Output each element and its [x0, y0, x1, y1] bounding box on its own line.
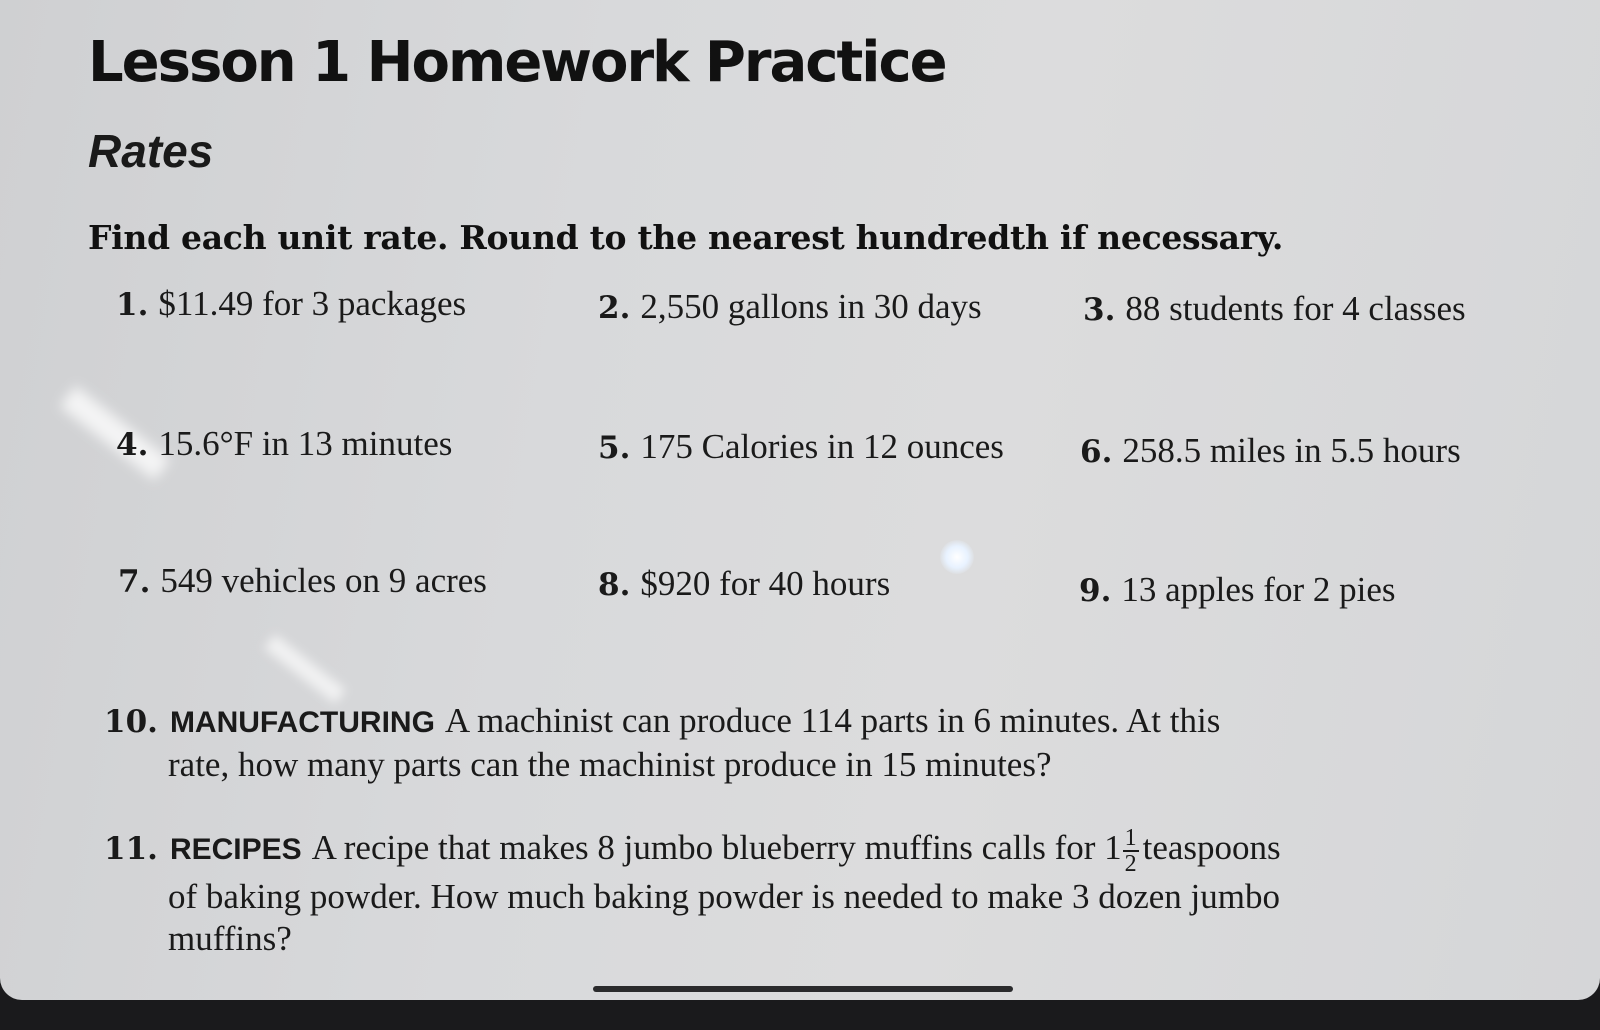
problem-number: 5. — [598, 430, 631, 466]
problem-text: 258.5 miles in 5.5 hours — [1122, 431, 1461, 470]
problem-item — [1080, 431, 1461, 471]
problem-text: $920 for 40 hours — [640, 564, 891, 603]
problem-category: RECIPES — [169, 833, 302, 867]
problem-text: of baking powder. How much baking powder is needed to make 3 dozen jumbo — [168, 877, 1280, 916]
problem-text: 2,550 gallons in 30 days — [640, 287, 982, 326]
home-indicator[interactable] — [593, 986, 1013, 992]
instructions: Find each unit rate. Round to the nearest hundredth if necessary. — [88, 218, 1284, 257]
problem-item — [598, 427, 1004, 467]
word-problem — [104, 700, 1404, 786]
problem-item — [1083, 289, 1466, 329]
problem-item — [598, 287, 982, 327]
problem-text: A machinist can produce 114 parts in 6 minutes. At this — [444, 701, 1221, 740]
screen-glare — [264, 634, 346, 704]
problem-item — [116, 284, 466, 324]
problem-item — [118, 561, 487, 601]
problem-number: 8. — [598, 567, 631, 603]
problem-number: 10. — [104, 704, 158, 740]
fraction-numerator: 1 — [1124, 825, 1137, 851]
problem-item — [1079, 570, 1395, 610]
problem-text: A recipe that makes 8 jumbo blueberry muffins calls for 1 — [311, 828, 1122, 868]
problem-number: 9. — [1079, 573, 1112, 609]
light-reflection — [940, 540, 974, 574]
problem-item — [116, 424, 452, 464]
problem-number: 1. — [116, 287, 149, 323]
problem-text: 175 Calories in 12 ounces — [640, 427, 1004, 466]
problem-number: 3. — [1083, 292, 1116, 328]
page-subtitle: Rates — [88, 125, 214, 177]
page-title: Lesson 1 Homework Practice — [88, 30, 946, 95]
problem-text: rate, how many parts can the machinist produce in 15 minutes? — [168, 745, 1052, 784]
fraction — [1123, 826, 1139, 876]
problem-item — [598, 564, 890, 604]
problem-number: 6. — [1080, 434, 1113, 470]
problem-text: 13 apples for 2 pies — [1121, 570, 1396, 609]
problem-text: 549 vehicles on 9 acres — [160, 561, 487, 600]
problem-text: 15.6°F in 13 minutes — [158, 424, 453, 463]
word-problem — [104, 826, 1404, 960]
problem-number: 7. — [118, 564, 151, 600]
fraction-denominator: 2 — [1124, 851, 1137, 877]
problem-number: 11. — [104, 831, 158, 868]
problem-number: 4. — [116, 427, 149, 463]
problem-number: 2. — [598, 290, 631, 326]
problem-text: muffins? — [168, 919, 292, 958]
problem-text: $11.49 for 3 packages — [158, 284, 467, 323]
problem-text: teaspoons — [1142, 828, 1281, 868]
problem-text: 88 students for 4 classes — [1125, 289, 1466, 328]
problem-category: MANUFACTURING — [169, 706, 435, 739]
